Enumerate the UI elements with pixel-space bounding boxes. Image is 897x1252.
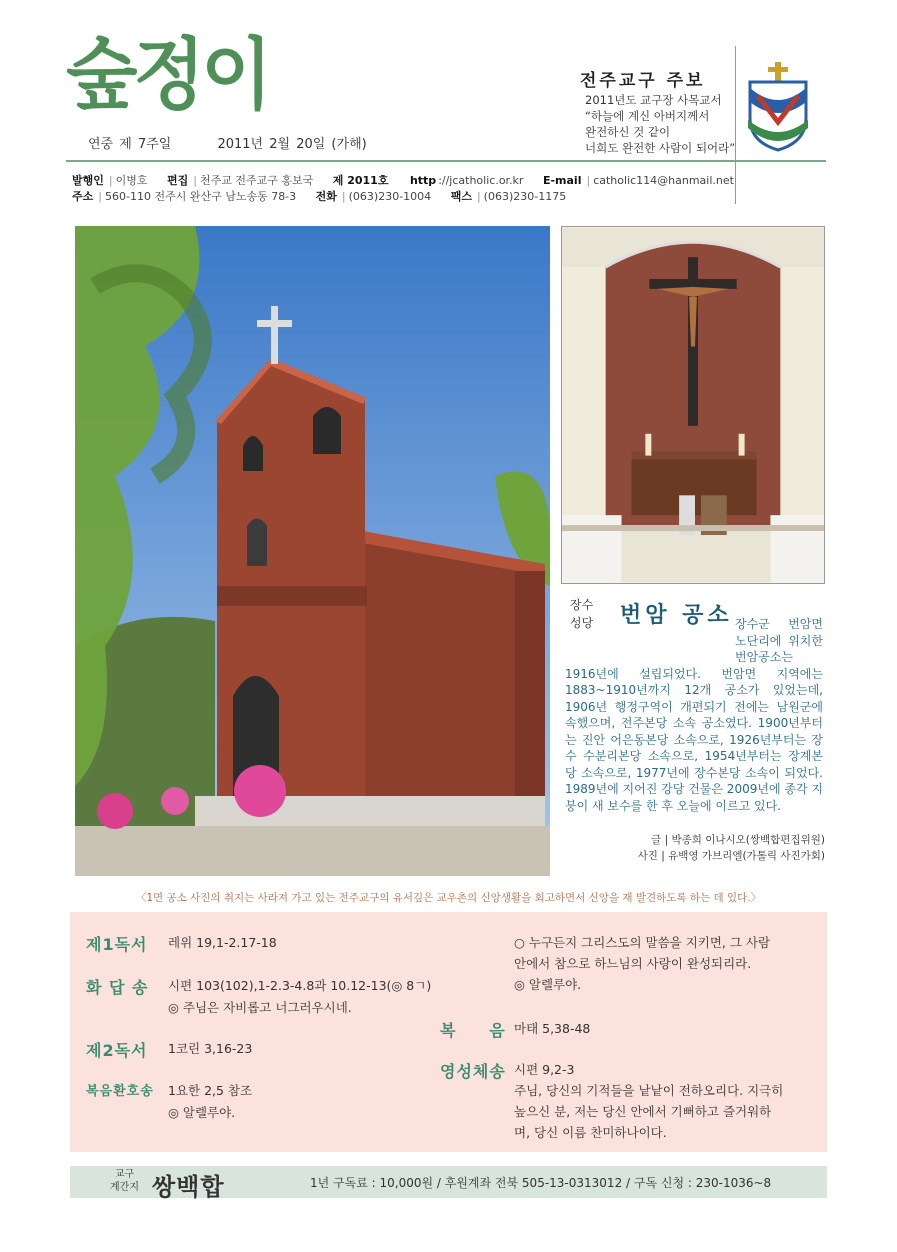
address-label: 주소 (72, 190, 94, 203)
diocese-logo-icon (744, 62, 812, 152)
credit-writer: 글 | 박종희 이나시오(쌍백합편집위원) (651, 834, 825, 846)
caption-mission-name: 번암 공소 (620, 603, 733, 628)
issue-number: 제 2011호 (332, 174, 389, 187)
church-exterior-photo (75, 226, 550, 876)
communion-ref: 시편 9,2-3 (514, 1062, 575, 1077)
caption-body (565, 616, 823, 814)
fax: (063)230-1175 (483, 190, 567, 203)
phone-label: 전화 (315, 190, 337, 203)
psalm-response: ◎ 주님은 자비롭고 너그러우시네. (168, 1000, 352, 1015)
motto-line: 완전하신 것 같이 (585, 125, 671, 139)
communion-line: 며, 당신 이름 찬미하나이다. (514, 1125, 667, 1140)
mass-readings-box (70, 912, 827, 1152)
pastoral-motto (585, 92, 735, 156)
alleluia-verse-line: ○ 누구든지 그리스도의 말씀을 지키면, 그 사람 (514, 935, 771, 950)
church-interior-photo (561, 226, 825, 584)
issue-line (88, 133, 407, 152)
caption-parish-line: 장수 (570, 598, 594, 612)
fax-label: 팩스 (450, 190, 472, 203)
magazine-name: 쌍백합 (152, 1173, 225, 1201)
phone: (063)230-1004 (348, 190, 432, 203)
credit-photographer: 사진 | 유백영 가브리엘(가톨릭 사진가회) (637, 850, 825, 862)
alleluia-label: 복음환호송 (86, 1084, 154, 1099)
second-reading-label: 제2독서 (86, 1041, 148, 1060)
motto-line: 2011년도 교구장 사목교서 (585, 93, 722, 107)
publisher: 이병호 (115, 174, 148, 187)
footer-label-line: 계간지 (110, 1182, 139, 1193)
bulletin-title: 전주교구 주보 (580, 71, 706, 91)
communion-line: 주님, 당신의 기적들을 낱낱이 전하오리다. 지극히 (514, 1083, 784, 1098)
footer-label (110, 1168, 139, 1194)
liturgical-week: 연중 제 7주일 (88, 137, 172, 152)
photo-series-note: 〈1면 공소 사진의 취지는 사라져 가고 있는 전주교구의 유서깊은 교우촌의 신앙생활을 회고하면서 신앙을 재 발견하도록 하는 데 있다.〉 (135, 892, 762, 904)
header-divider-horizontal (66, 160, 826, 162)
alleluia-response: ◎ 알렐루야. (168, 1105, 236, 1120)
communion-line: 높으신 분, 저는 당신 안에서 기뻐하고 즐거워하 (514, 1104, 772, 1119)
psalm-ref: 시편 103(102),1-2.3-4.8과 10.12-13(◎ 8ㄱ) (168, 978, 432, 993)
footer-label-line: 교구 (114, 1169, 135, 1180)
first-reading-label: 제1독서 (86, 935, 148, 954)
website-link[interactable]: ://jcatholic.or.kr (438, 174, 524, 187)
publication-info-row: 발행인 | 이병호 편집 | 천주교 전주교구 홍보국 제 2011호 http ://jcatholic.or.kr E-mail | catholic114@hanmail.net (72, 174, 734, 187)
email-link[interactable]: catholic114@hanmail.net (593, 174, 734, 187)
gospel-ref: 마태 5,38-48 (514, 1021, 591, 1036)
editor: 천주교 전주교구 홍보국 (199, 174, 314, 187)
second-reading-ref: 1코린 3,16-23 (168, 1041, 253, 1056)
motto-line: “하늘에 계신 아버지께서 (585, 109, 710, 123)
subscription-info: 1년 구독료 : 10,000원 / 후원계좌 전북 505-13-0313012 / 구독 신청 : 230-1036~8 (310, 1176, 772, 1190)
issue-date: 2011년 2월 20일 (가해) (217, 137, 367, 152)
contact-info-row: 주소 | 560-110 전주시 완산구 남노송동 78-3 전화 | (063)230-1004 팩스 | (063)230-1175 (72, 190, 567, 203)
motto-line: 너희도 완전한 사람이 되어라” (585, 141, 736, 155)
publisher-label: 발행인 (72, 174, 104, 187)
address: 560-110 전주시 완산구 남노송동 78-3 (104, 190, 297, 203)
email-label: E-mail (542, 174, 582, 187)
alleluia-verse-line: ◎ 알렐루야. (514, 977, 582, 992)
psalm-label: 화 답 송 (86, 978, 149, 997)
first-reading-ref: 레위 19,1-2.17-18 (168, 935, 277, 950)
caption-credits (638, 832, 825, 864)
alleluia-ref: 1요한 2,5 참조 (168, 1083, 253, 1098)
caption-parish-line: 성당 (570, 616, 594, 630)
communion-label: 영성체송 (440, 1062, 506, 1081)
url-label: http (409, 174, 437, 187)
alleluia-verse-line: 안에서 참으로 하느님의 사랑이 완성되리라. (514, 956, 752, 971)
editor-label: 편집 (167, 174, 189, 187)
footer-bar (70, 1166, 827, 1201)
masthead-title: 숲정이 (66, 29, 269, 121)
caption-text: 장수군 번암면 노단리에 위치한 번암공소는 1916년에 설립되었다. 번암면 지역에는 1883~1910년까지 12개 공소가 있었는데, 1906년 행정구역이 개편되기 전에는 남원군에 속했으며, 전주본당 소속 공소였다. 1900년부터는 진안 어은동본당 소속으로, 1926년부터는 장수 수분리본당 소속으로, 1954년부터는 장계본당 소속으로, 1977년에 장수본당 소속이 되었다. 1989년에 지어진 강당 건물은 2009년에 종각 지붕이 새 보수를 한 후 오늘에 이르고 있다. (565, 617, 823, 813)
gospel-label: 복 음 (440, 1021, 506, 1040)
